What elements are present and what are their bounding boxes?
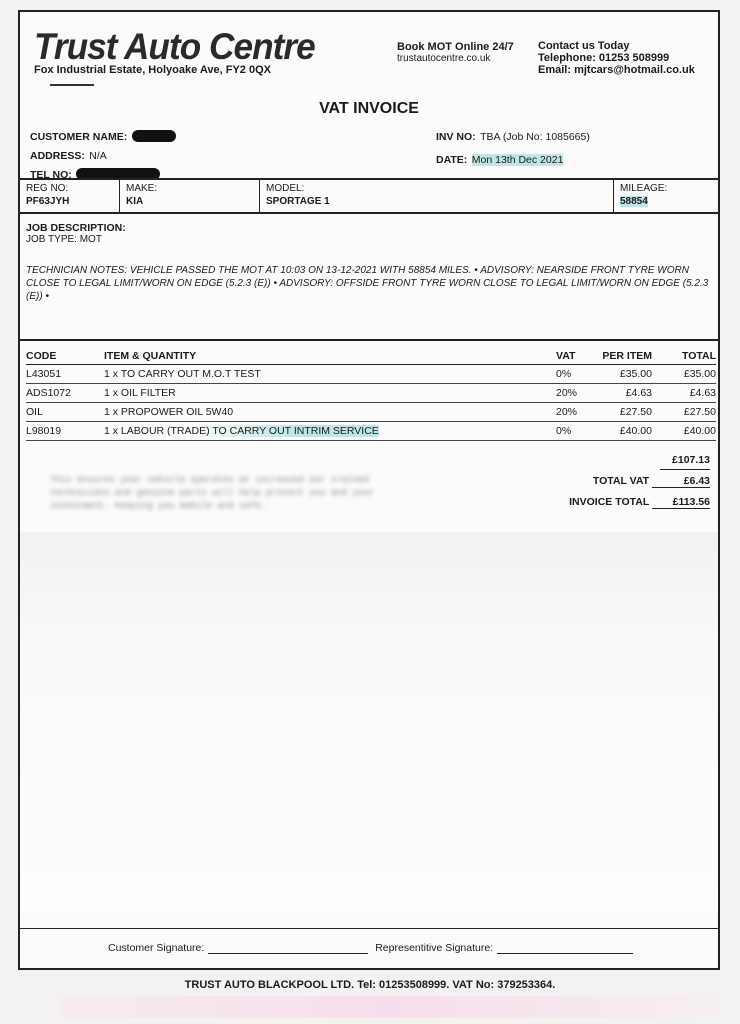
reg-value: PF63JYH — [26, 196, 70, 207]
item-code: L43051 — [26, 365, 104, 384]
customer-signature-label: Customer Signature: — [108, 942, 205, 954]
col-item: ITEM & QUANTITY — [104, 348, 556, 365]
contact-block — [538, 40, 695, 76]
signature-divider — [20, 928, 718, 929]
item-total: £4.63 — [652, 384, 716, 403]
item-desc — [104, 422, 556, 441]
invoice-total-value: £113.56 — [652, 496, 710, 509]
item-code: OIL — [26, 403, 104, 422]
technician-notes: TECHNICIAN NOTES: VEHICLE PASSED THE MOT AT 10:03 ON 13-12-2021 WITH 58854 MILES. • ADVISORY: NEARSIDE FRONT TYRE WORN CLOSE TO LEGAL LIMIT/WORN ON EDGE (5.2.3 (E)) • ADVISORY: OFFSIDE FRONT TYRE WORN CLOSE TO LEGAL LIMIT/WORN ON EDGE (5.2.3 (E)) • — [26, 265, 709, 302]
job-description — [26, 222, 126, 245]
item-desc: 1 x OIL FILTER — [104, 384, 556, 403]
table-row — [26, 365, 716, 384]
mileage-cell — [614, 180, 718, 212]
item-vat: 0% — [556, 365, 596, 384]
company-address: Fox Industrial Estate, Holyoake Ave, FY2 0QX — [34, 64, 271, 76]
faded-area — [20, 532, 718, 912]
faded-terms: This ensures your vehicle operates at increased our trained technicians and genuine parts will help protect you and your investment. Keeping you mobile and safe. — [50, 475, 375, 511]
subtotal: £107.13 — [660, 454, 710, 470]
item-per: £4.63 — [596, 384, 652, 403]
item-total: £27.50 — [652, 403, 716, 422]
address-label: ADDRESS: — [30, 150, 85, 162]
item-vat: 20% — [556, 403, 596, 422]
date-label: DATE: — [436, 154, 468, 166]
email: Email: mjtcars@hotmail.co.uk — [538, 64, 695, 76]
inv-value: TBA (Job No: 1085665) — [480, 131, 590, 143]
invoice-total-label: INVOICE TOTAL — [569, 496, 650, 508]
make-cell — [120, 180, 260, 212]
website: trustautocentre.co.uk — [397, 53, 491, 64]
item-desc: 1 x PROPOWER OIL 5W40 — [104, 403, 556, 422]
model-cell — [260, 180, 614, 212]
invoice-total-row — [569, 496, 710, 509]
model-label: MODEL: — [266, 183, 305, 194]
mileage-label: MILEAGE: — [620, 183, 668, 194]
invoice-sheet — [18, 10, 720, 970]
col-code: CODE — [26, 348, 104, 365]
item-total: £40.00 — [652, 422, 716, 441]
customer-signature-line — [208, 953, 368, 954]
job-desc-label: JOB DESCRIPTION: — [26, 222, 126, 234]
table-row — [26, 384, 716, 403]
make-value: KIA — [126, 196, 144, 207]
col-total: TOTAL — [652, 348, 716, 365]
telephone: Telephone: 01253 508999 — [538, 52, 670, 64]
items-divider — [20, 339, 718, 341]
reg-cell — [20, 180, 120, 212]
item-total: £35.00 — [652, 365, 716, 384]
mileage-value: 58854 — [620, 196, 648, 207]
signature-row — [108, 942, 637, 954]
job-type: JOB TYPE: MOT — [26, 234, 102, 245]
model-value: SPORTAGE 1 — [266, 196, 330, 207]
inv-label: INV NO: — [436, 131, 476, 143]
book-online-title: Book MOT Online 24/7 — [397, 41, 514, 53]
footer: TRUST AUTO BLACKPOOL LTD. Tel: 01253508999. VAT No: 379253364. — [184, 979, 556, 991]
total-vat-row — [593, 475, 710, 488]
item-per: £40.00 — [596, 422, 652, 441]
customer-name-label: CUSTOMER NAME: — [30, 131, 128, 143]
item-desc-text: 1 x LABOUR (TRADE) TO CARRY OUT INTRIM SERVICE — [104, 425, 379, 437]
tel-label: TEL NO: — [30, 169, 72, 181]
item-vat: 0% — [556, 422, 596, 441]
table-row — [26, 422, 716, 441]
item-per: £27.50 — [596, 403, 652, 422]
item-code: L98019 — [26, 422, 104, 441]
customer-block — [30, 127, 176, 183]
address-value: N/A — [89, 150, 107, 162]
table-row — [26, 403, 716, 422]
col-vat: VAT — [556, 348, 596, 365]
rep-signature-line — [497, 953, 633, 954]
company-logo: Trust Auto Centre — [34, 26, 315, 67]
logo-underline — [50, 84, 94, 86]
redaction — [132, 130, 176, 142]
item-per: £35.00 — [596, 365, 652, 384]
make-label: MAKE: — [126, 183, 158, 194]
invoice-block — [436, 127, 590, 168]
total-vat-value: £6.43 — [652, 475, 710, 488]
items-header-row — [26, 348, 716, 365]
item-desc: 1 x TO CARRY OUT M.O.T TEST — [104, 365, 556, 384]
item-code: ADS1072 — [26, 384, 104, 403]
items-table — [26, 348, 716, 441]
col-per-item: PER ITEM — [596, 348, 652, 365]
reg-label: REG NO: — [26, 183, 69, 194]
total-vat-label: TOTAL VAT — [592, 475, 650, 487]
contact-title: Contact us Today — [538, 40, 630, 52]
pink-smudge — [60, 996, 720, 1018]
item-vat: 20% — [556, 384, 596, 403]
book-online — [397, 42, 514, 64]
page-title: VAT INVOICE — [319, 100, 419, 117]
rep-signature-label: Representitive Signature: — [375, 942, 494, 954]
date-value: Mon 13th Dec 2021 — [471, 154, 564, 166]
vehicle-row — [20, 178, 718, 214]
